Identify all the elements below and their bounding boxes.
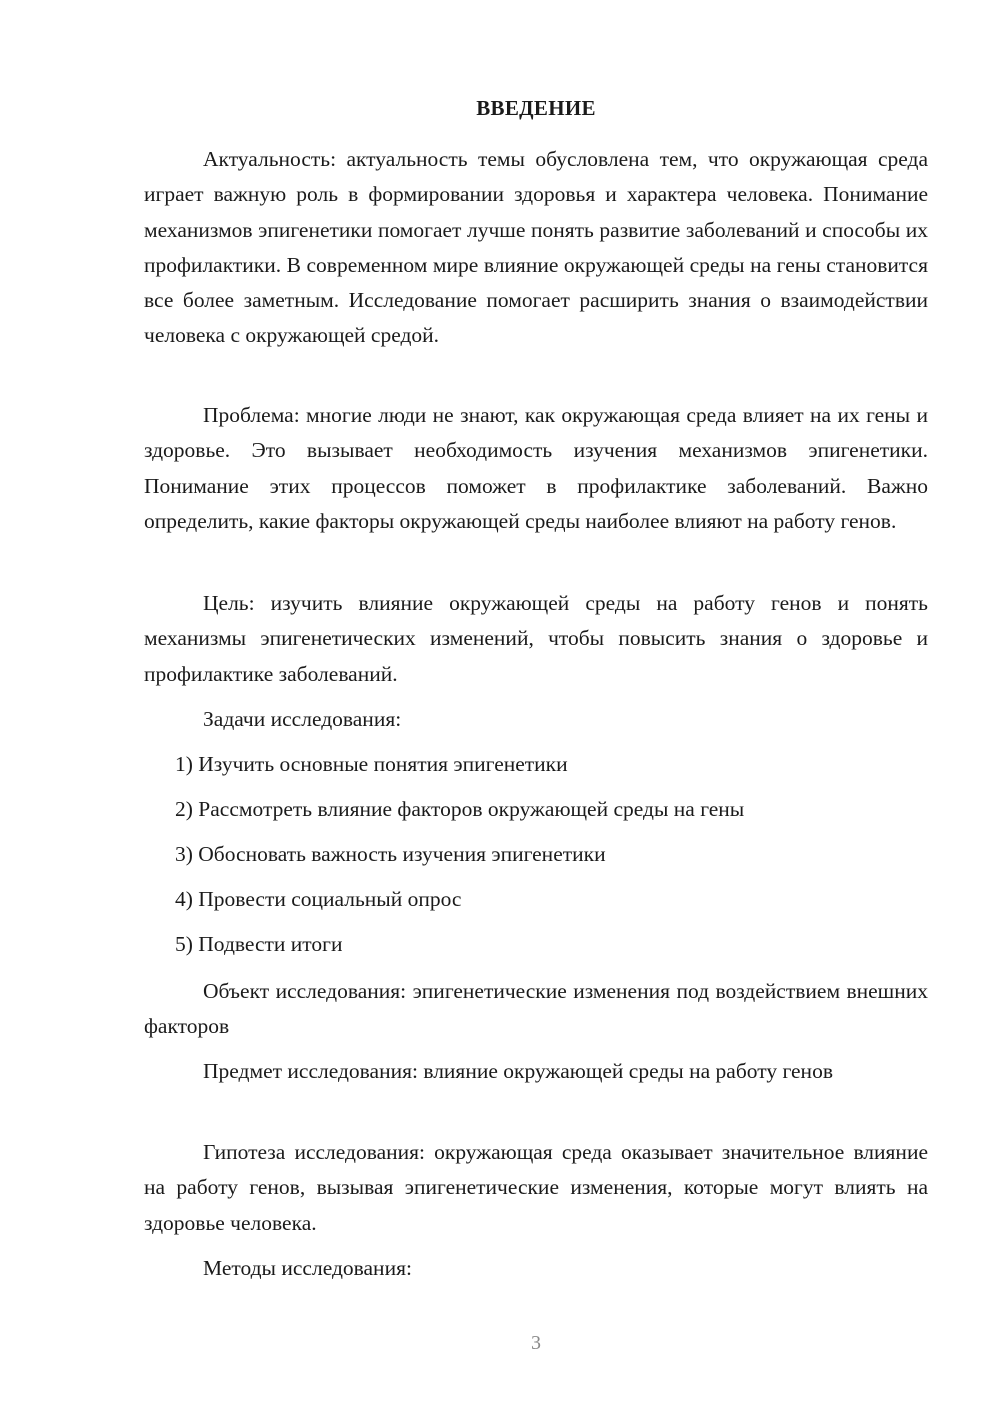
task-item: 1) Изучить основные понятия эпигенетики — [175, 752, 568, 776]
paragraph-relevance: Актуальность: актуальность темы обусловлена тем, что окружающая среда играет важную роль в формировании здоровья и характера человека. Понимание механизмов эпигенетики помогает лучше понять развитие заболеваний и способы их профилактики. В современном мире влияние окружающей среды на гены становится все более заметным. Исследование помогает расширить знания о взаимодействии человека с окружающей средой. — [144, 147, 928, 348]
task-item: 5) Подвести итоги — [175, 932, 343, 956]
methods-heading: Методы исследования: — [203, 1256, 412, 1280]
task-item: 3) Обосновать важность изучения эпигенетики — [175, 842, 606, 866]
task-item: 4) Провести социальный опрос — [175, 887, 462, 911]
paragraph-problem: Проблема: многие люди не знают, как окружающая среда влияет на их гены и здоровье. Это вызывает необходимость изучения механизмов эпигенетики. Понимание этих процессов поможет в профилактике заболеваний. Важно определить, какие факторы окружающей среды наиболее влияют на работу генов. — [144, 403, 928, 533]
paragraph-subject: Предмет исследования: влияние окружающей среды на работу генов — [203, 1059, 833, 1083]
paragraph-object: Объект исследования: эпигенетические изменения под воздействием внешних факторов — [144, 979, 928, 1039]
task-item: 2) Рассмотреть влияние факторов окружающей среды на гены — [175, 797, 745, 821]
page-number: 3 — [531, 1332, 541, 1354]
paragraph-goal: Цель: изучить влияние окружающей среды на работу генов и понять механизмы эпигенетических изменений, чтобы повысить знания о здоровье и профилактике заболеваний. — [144, 591, 928, 686]
page-title: ВВЕДЕНИЕ — [476, 96, 596, 120]
paragraph-hypothesis: Гипотеза исследования: окружающая среда оказывает значительное влияние на работу генов, вызывая эпигенетические изменения, которые могут влиять на здоровье человека. — [144, 1140, 928, 1235]
tasks-heading: Задачи исследования: — [203, 707, 402, 731]
